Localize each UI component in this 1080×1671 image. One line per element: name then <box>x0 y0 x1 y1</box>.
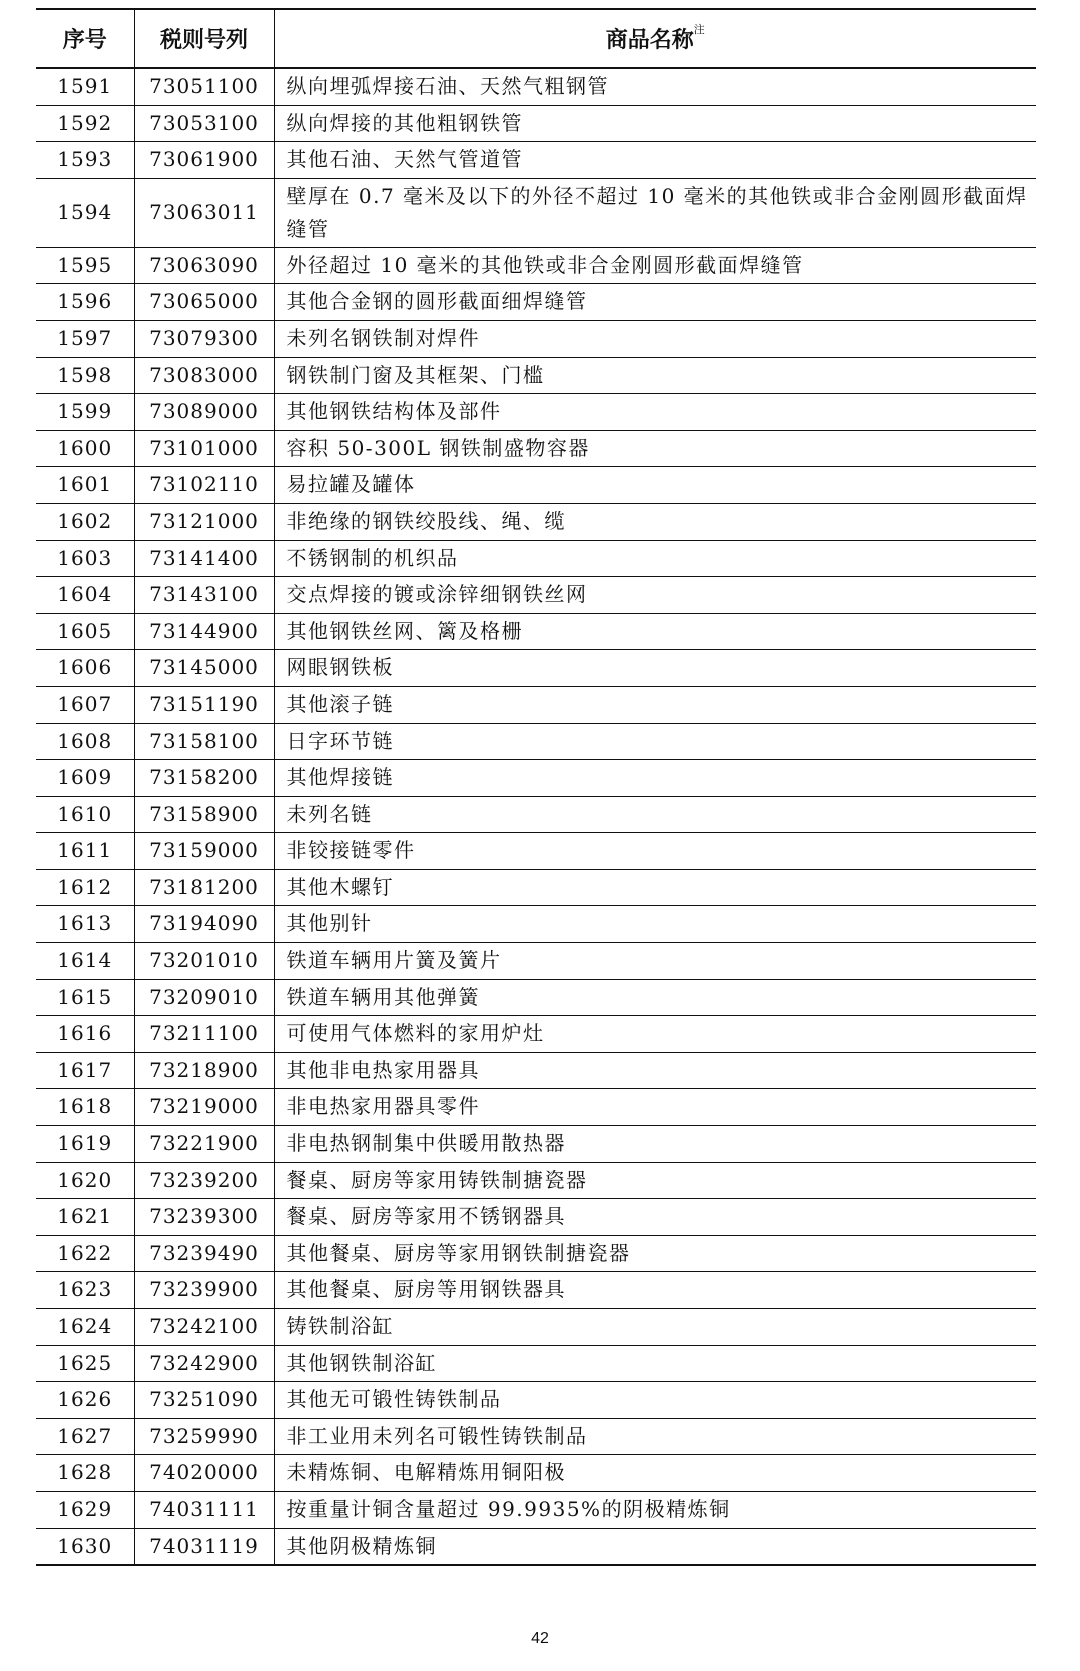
cell-serial-number: 1603 <box>36 540 134 577</box>
table-row <box>36 869 1036 906</box>
cell-commodity-name: 不锈钢制的机织品 <box>274 540 1036 577</box>
cell-serial-number: 1617 <box>36 1052 134 1089</box>
cell-tariff-code: 73239900 <box>134 1272 274 1309</box>
cell-tariff-code: 73143100 <box>134 577 274 614</box>
cell-serial-number: 1627 <box>36 1418 134 1455</box>
table-row <box>36 1345 1036 1382</box>
cell-serial-number: 1621 <box>36 1199 134 1236</box>
table-row <box>36 577 1036 614</box>
cell-serial-number: 1604 <box>36 577 134 614</box>
table-row <box>36 1052 1036 1089</box>
cell-serial-number: 1598 <box>36 357 134 394</box>
header-note-mark: 注 <box>693 23 705 36</box>
commodity-table <box>36 8 1036 1566</box>
table-row <box>36 467 1036 504</box>
table-header-row <box>36 9 1036 68</box>
cell-tariff-code: 73144900 <box>134 613 274 650</box>
cell-serial-number: 1609 <box>36 760 134 797</box>
cell-tariff-code: 73063090 <box>134 247 274 284</box>
header-commodity-name <box>274 9 1036 68</box>
cell-tariff-code: 73201010 <box>134 943 274 980</box>
cell-tariff-code: 73061900 <box>134 142 274 179</box>
cell-serial-number: 1613 <box>36 906 134 943</box>
cell-commodity-name: 网眼钢铁板 <box>274 650 1036 687</box>
table-row <box>36 943 1036 980</box>
cell-tariff-code: 73083000 <box>134 357 274 394</box>
document-page <box>36 8 1036 1566</box>
table-row <box>36 1162 1036 1199</box>
cell-serial-number: 1615 <box>36 979 134 1016</box>
table-row <box>36 1418 1036 1455</box>
cell-serial-number: 1606 <box>36 650 134 687</box>
table-row <box>36 613 1036 650</box>
cell-commodity-name: 其他钢铁制浴缸 <box>274 1345 1036 1382</box>
cell-serial-number: 1625 <box>36 1345 134 1382</box>
cell-commodity-name: 非电热钢制集中供暖用散热器 <box>274 1126 1036 1163</box>
cell-tariff-code: 73158900 <box>134 796 274 833</box>
table-row <box>36 284 1036 321</box>
cell-commodity-name: 按重量计铜含量超过 99.9935%的阴极精炼铜 <box>274 1491 1036 1528</box>
table-row <box>36 1199 1036 1236</box>
page-number: 42 <box>531 1630 549 1647</box>
table-row <box>36 430 1036 467</box>
cell-serial-number: 1616 <box>36 1016 134 1053</box>
cell-tariff-code: 74031119 <box>134 1528 274 1565</box>
table-row <box>36 833 1036 870</box>
table-row <box>36 1235 1036 1272</box>
cell-tariff-code: 73194090 <box>134 906 274 943</box>
cell-commodity-name: 纵向焊接的其他粗钢铁管 <box>274 105 1036 142</box>
table-row <box>36 723 1036 760</box>
table-row <box>36 178 1036 247</box>
cell-tariff-code: 73053100 <box>134 105 274 142</box>
cell-tariff-code: 73251090 <box>134 1382 274 1419</box>
cell-tariff-code: 73102110 <box>134 467 274 504</box>
table-row <box>36 320 1036 357</box>
table-row <box>36 906 1036 943</box>
cell-serial-number: 1595 <box>36 247 134 284</box>
cell-commodity-name: 壁厚在 0.7 毫米及以下的外径不超过 10 毫米的其他铁或非合金刚圆形截面焊缝管 <box>274 178 1036 247</box>
cell-commodity-name: 其他非电热家用器具 <box>274 1052 1036 1089</box>
cell-commodity-name: 其他石油、天然气管道管 <box>274 142 1036 179</box>
cell-tariff-code: 73089000 <box>134 394 274 431</box>
table-row <box>36 247 1036 284</box>
cell-commodity-name: 纵向埋弧焊接石油、天然气粗钢管 <box>274 68 1036 105</box>
cell-tariff-code: 73079300 <box>134 320 274 357</box>
cell-tariff-code: 73239300 <box>134 1199 274 1236</box>
cell-commodity-name: 其他别针 <box>274 906 1036 943</box>
cell-commodity-name: 其他餐桌、厨房等用钢铁器具 <box>274 1272 1036 1309</box>
cell-tariff-code: 74031111 <box>134 1491 274 1528</box>
cell-tariff-code: 73209010 <box>134 979 274 1016</box>
table-row <box>36 357 1036 394</box>
table-row <box>36 142 1036 179</box>
table-row <box>36 1016 1036 1053</box>
cell-tariff-code: 73159000 <box>134 833 274 870</box>
cell-commodity-name: 铁道车辆用片簧及簧片 <box>274 943 1036 980</box>
cell-tariff-code: 73145000 <box>134 650 274 687</box>
cell-commodity-name: 交点焊接的镀或涂锌细钢铁丝网 <box>274 577 1036 614</box>
cell-commodity-name: 钢铁制门窗及其框架、门槛 <box>274 357 1036 394</box>
cell-serial-number: 1592 <box>36 105 134 142</box>
table-row <box>36 796 1036 833</box>
cell-commodity-name: 其他焊接链 <box>274 760 1036 797</box>
cell-serial-number: 1608 <box>36 723 134 760</box>
table-row <box>36 1455 1036 1492</box>
cell-commodity-name: 其他钢铁结构体及部件 <box>274 394 1036 431</box>
table-row <box>36 1089 1036 1126</box>
cell-tariff-code: 73051100 <box>134 68 274 105</box>
cell-serial-number: 1593 <box>36 142 134 179</box>
header-serial-number: 序号 <box>36 9 134 68</box>
cell-serial-number: 1596 <box>36 284 134 321</box>
table-row <box>36 1382 1036 1419</box>
table-row <box>36 760 1036 797</box>
cell-tariff-code: 73242900 <box>134 1345 274 1382</box>
cell-serial-number: 1630 <box>36 1528 134 1565</box>
cell-commodity-name: 其他滚子链 <box>274 686 1036 723</box>
cell-tariff-code: 74020000 <box>134 1455 274 1492</box>
cell-tariff-code: 73141400 <box>134 540 274 577</box>
cell-commodity-name: 非电热家用器具零件 <box>274 1089 1036 1126</box>
cell-commodity-name: 可使用气体燃料的家用炉灶 <box>274 1016 1036 1053</box>
cell-commodity-name: 未列名链 <box>274 796 1036 833</box>
table-row <box>36 650 1036 687</box>
table-row <box>36 979 1036 1016</box>
cell-serial-number: 1628 <box>36 1455 134 1492</box>
cell-serial-number: 1591 <box>36 68 134 105</box>
cell-serial-number: 1611 <box>36 833 134 870</box>
cell-commodity-name: 其他钢铁丝网、篱及格栅 <box>274 613 1036 650</box>
cell-tariff-code: 73158200 <box>134 760 274 797</box>
cell-commodity-name: 铁道车辆用其他弹簧 <box>274 979 1036 1016</box>
cell-tariff-code: 73239490 <box>134 1235 274 1272</box>
cell-serial-number: 1618 <box>36 1089 134 1126</box>
table-body <box>36 68 1036 1565</box>
cell-serial-number: 1605 <box>36 613 134 650</box>
cell-tariff-code: 73219000 <box>134 1089 274 1126</box>
cell-commodity-name: 容积 50-300L 钢铁制盛物容器 <box>274 430 1036 467</box>
cell-commodity-name: 非绝缘的钢铁绞股线、绳、缆 <box>274 503 1036 540</box>
cell-serial-number: 1607 <box>36 686 134 723</box>
cell-tariff-code: 73221900 <box>134 1126 274 1163</box>
table-row <box>36 1491 1036 1528</box>
header-commodity-name-label: 商品名称 <box>605 28 694 53</box>
table-row <box>36 68 1036 105</box>
cell-tariff-code: 73218900 <box>134 1052 274 1089</box>
cell-commodity-name: 其他木螺钉 <box>274 869 1036 906</box>
cell-serial-number: 1600 <box>36 430 134 467</box>
header-tariff-code: 税则号列 <box>134 9 274 68</box>
cell-serial-number: 1622 <box>36 1235 134 1272</box>
cell-commodity-name: 非工业用未列名可锻性铸铁制品 <box>274 1418 1036 1455</box>
cell-commodity-name: 其他餐桌、厨房等家用钢铁制搪瓷器 <box>274 1235 1036 1272</box>
cell-tariff-code: 73063011 <box>134 178 274 247</box>
cell-serial-number: 1620 <box>36 1162 134 1199</box>
table-row <box>36 1309 1036 1346</box>
cell-tariff-code: 73101000 <box>134 430 274 467</box>
cell-commodity-name: 铸铁制浴缸 <box>274 1309 1036 1346</box>
cell-commodity-name: 未列名钢铁制对焊件 <box>274 320 1036 357</box>
table-row <box>36 540 1036 577</box>
cell-commodity-name: 外径超过 10 毫米的其他铁或非合金刚圆形截面焊缝管 <box>274 247 1036 284</box>
cell-commodity-name: 非铰接链零件 <box>274 833 1036 870</box>
cell-commodity-name: 易拉罐及罐体 <box>274 467 1036 504</box>
cell-serial-number: 1629 <box>36 1491 134 1528</box>
table-row <box>36 1528 1036 1565</box>
cell-serial-number: 1623 <box>36 1272 134 1309</box>
table-row <box>36 503 1036 540</box>
cell-commodity-name: 餐桌、厨房等家用铸铁制搪瓷器 <box>274 1162 1036 1199</box>
cell-tariff-code: 73211100 <box>134 1016 274 1053</box>
cell-serial-number: 1626 <box>36 1382 134 1419</box>
table-row <box>36 105 1036 142</box>
cell-serial-number: 1594 <box>36 178 134 247</box>
table-row <box>36 686 1036 723</box>
cell-commodity-name: 餐桌、厨房等家用不锈钢器具 <box>274 1199 1036 1236</box>
table-row <box>36 1272 1036 1309</box>
cell-serial-number: 1614 <box>36 943 134 980</box>
cell-commodity-name: 日字环节链 <box>274 723 1036 760</box>
cell-tariff-code: 73239200 <box>134 1162 274 1199</box>
cell-tariff-code: 73121000 <box>134 503 274 540</box>
cell-tariff-code: 73158100 <box>134 723 274 760</box>
cell-tariff-code: 73259990 <box>134 1418 274 1455</box>
cell-serial-number: 1602 <box>36 503 134 540</box>
cell-serial-number: 1601 <box>36 467 134 504</box>
cell-serial-number: 1610 <box>36 796 134 833</box>
cell-commodity-name: 未精炼铜、电解精炼用铜阳极 <box>274 1455 1036 1492</box>
cell-tariff-code: 73151190 <box>134 686 274 723</box>
cell-commodity-name: 其他阴极精炼铜 <box>274 1528 1036 1565</box>
cell-tariff-code: 73242100 <box>134 1309 274 1346</box>
cell-serial-number: 1624 <box>36 1309 134 1346</box>
cell-commodity-name: 其他无可锻性铸铁制品 <box>274 1382 1036 1419</box>
cell-serial-number: 1612 <box>36 869 134 906</box>
cell-commodity-name: 其他合金钢的圆形截面细焊缝管 <box>274 284 1036 321</box>
table-row <box>36 1126 1036 1163</box>
cell-tariff-code: 73181200 <box>134 869 274 906</box>
cell-serial-number: 1619 <box>36 1126 134 1163</box>
cell-serial-number: 1599 <box>36 394 134 431</box>
table-row <box>36 394 1036 431</box>
cell-serial-number: 1597 <box>36 320 134 357</box>
cell-tariff-code: 73065000 <box>134 284 274 321</box>
